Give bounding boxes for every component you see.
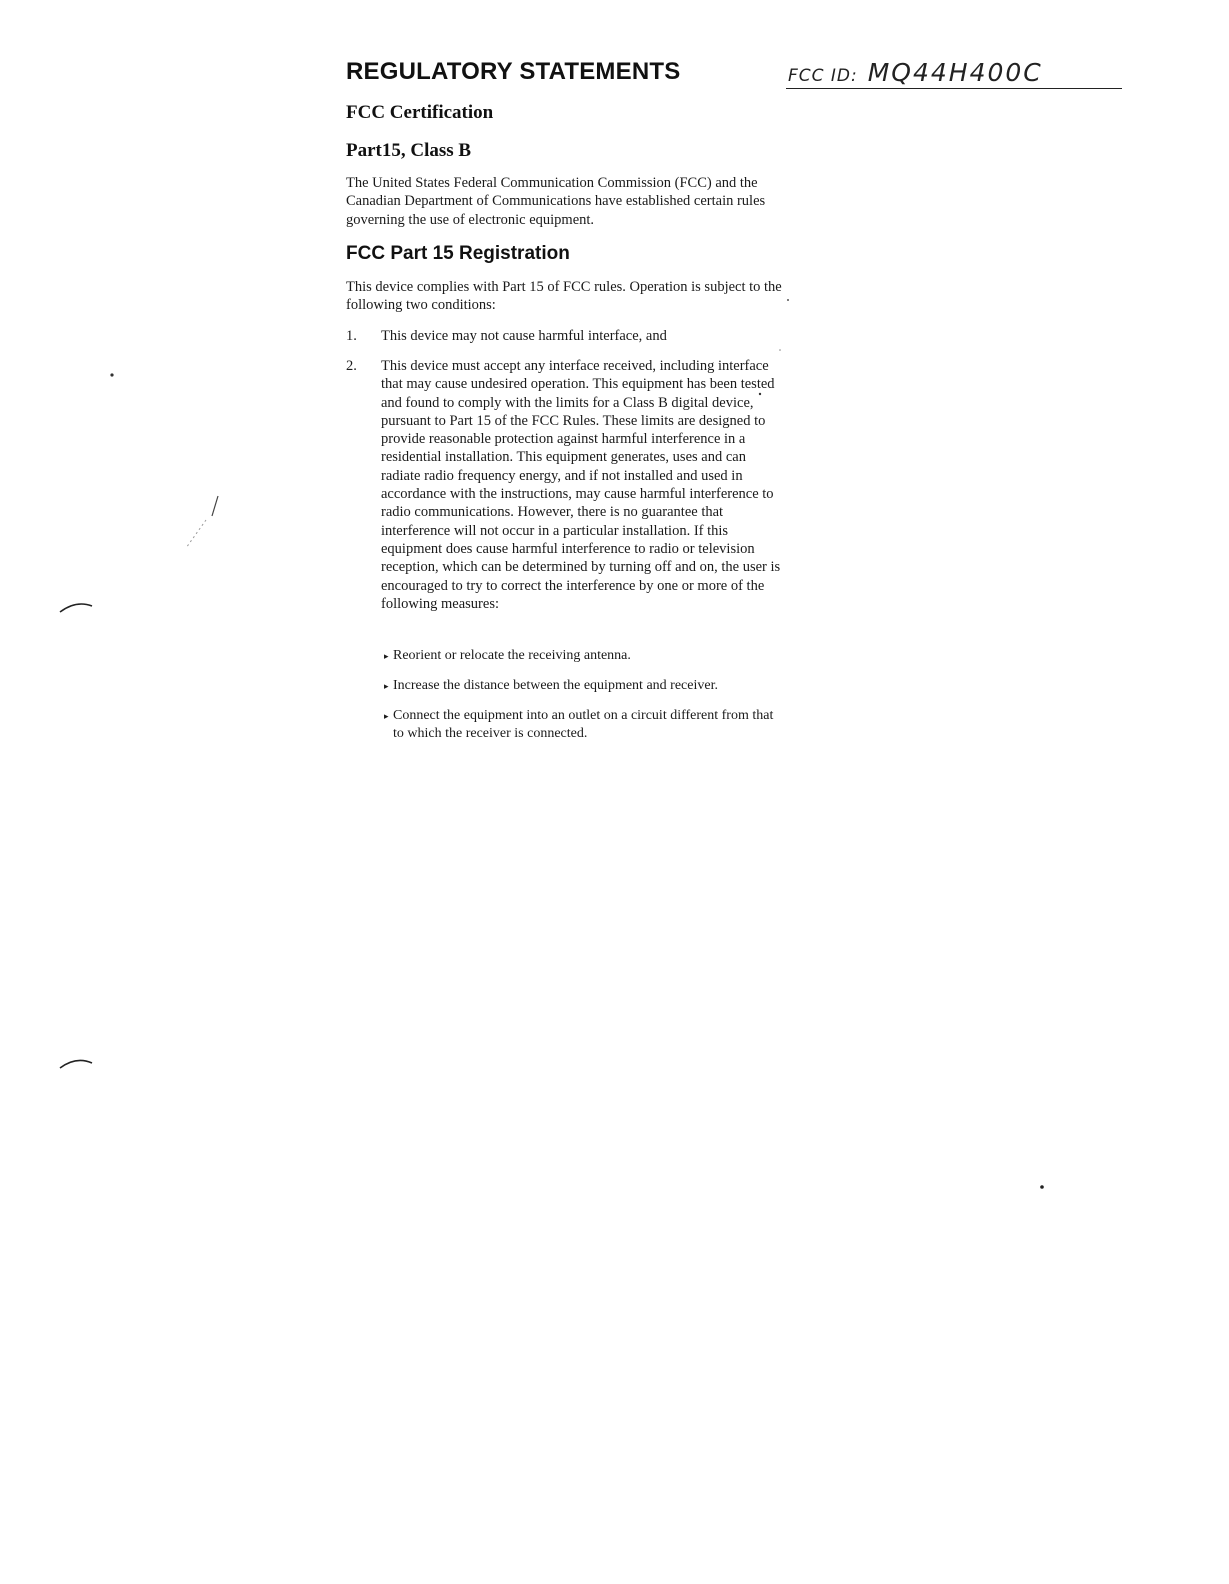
- speck-mark: [779, 349, 781, 351]
- heading-part15-class-b: Part15, Class B: [346, 140, 472, 161]
- speck-mark: [1040, 1185, 1044, 1189]
- bullet-icon: ▸: [384, 711, 389, 721]
- condition-text: This device must accept any interface received, including interface that may cause undesired operation. This equipment has been tested and found to comply with the limits for a Class B digital device, pursuant to Part 15 of the FCC Rules. These limits are designed to provide reasonable protection against harmful interference in a residential installation. This equipment generates, uses and can radiate radio frequency energy, and if not installed and used in accordance with the instructions, may cause harmful interference to radio communications. However, there is no guarantee that interference will not occur in a particular installation. If this equipment does cause harmful interference to radio or television reception, which can be determined by turning off and on, the user is encouraged to try to correct the interference by one or more of the following measures:: [381, 358, 781, 612]
- heading-registration: FCC Part 15 Registration: [346, 243, 570, 264]
- heading-fcc-certification: FCC Certification: [346, 102, 494, 123]
- bullet-icon: ▸: [384, 651, 389, 661]
- condition-number: 1.: [346, 328, 357, 344]
- registration-paragraph: This device complies with Part 15 of FCC rules. Operation is subject to the following two conditions:: [346, 279, 782, 314]
- pen-stroke-mark: [60, 604, 92, 612]
- speck-mark: [110, 373, 113, 376]
- measure-text: Increase the distance between the equipment and receiver.: [393, 678, 718, 693]
- measure-text: Reorient or relocate the receiving antenna.: [393, 648, 631, 663]
- speck-mark: [759, 393, 761, 395]
- pen-stroke-mark: [60, 1060, 92, 1068]
- pen-stroke-mark: [186, 520, 206, 548]
- page-title: REGULATORY STATEMENTS: [346, 58, 681, 85]
- measure-text: Connect the equipment into an outlet on a circuit different from that to which the receiver is connected.: [393, 708, 774, 742]
- fcc-id-label: FCC ID:: [788, 66, 858, 86]
- intro-paragraph: The United States Federal Communication Commission (FCC) and the Canadian Department of Communications have established certain rules governing the use of electronic equipment.: [346, 175, 766, 228]
- bullet-icon: ▸: [384, 681, 389, 691]
- condition-number: 2.: [346, 358, 357, 374]
- pen-stroke-mark: [212, 496, 218, 516]
- condition-text: This device may not cause harmful interface, and: [381, 328, 667, 344]
- speck-mark: [787, 299, 789, 301]
- fcc-id-value: MQ44H400C: [867, 58, 1043, 87]
